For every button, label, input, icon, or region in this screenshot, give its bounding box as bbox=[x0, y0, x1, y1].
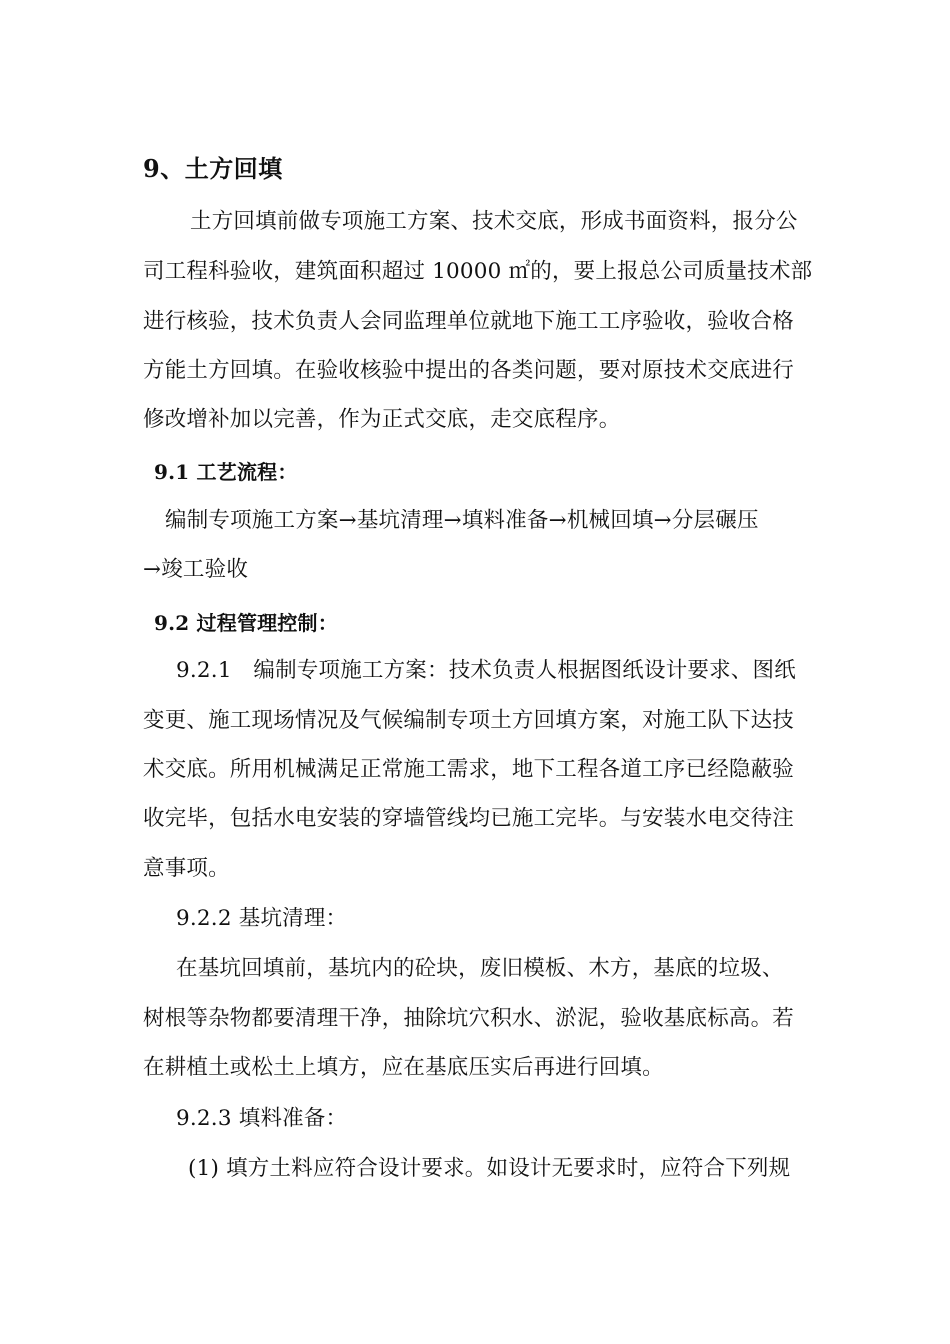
p923-line-1: (1) 填方土料应符合设计要求。如设计无要求时，应符合下列规 bbox=[188, 1156, 791, 1181]
subsection-heading-9-2: 9.2 过程管理控制： bbox=[154, 611, 338, 635]
section-heading: 9、土方回填 bbox=[143, 154, 283, 183]
intro-line-2: 司工程科验收，建筑面积超过 10000 ㎡的，要上报总公司质量技术部 bbox=[143, 259, 813, 284]
heading-9-2-2: 9.2.2 基坑清理： bbox=[176, 906, 348, 931]
p922-line-3: 在耕植土或松土上填方，应在基底压实后再进行回填。 bbox=[143, 1055, 664, 1080]
intro-line-5: 修改增补加以完善，作为正式交底，走交底程序。 bbox=[143, 407, 621, 432]
intro-line-3: 进行核验，技术负责人会同监理单位就地下施工工序验收，验收合格 bbox=[143, 309, 795, 334]
flow-line-1: 编制专项施工方案→基坑清理→填料准备→机械回填→分层碾压 bbox=[165, 508, 759, 533]
p922-line-2: 树根等杂物都要清理干净，抽除坑穴积水、淤泥，验收基底标高。若 bbox=[143, 1006, 795, 1031]
heading-9-2-3: 9.2.3 填料准备： bbox=[176, 1106, 348, 1131]
p921-line-2: 变更、施工现场情况及气候编制专项土方回填方案，对施工队下达技 bbox=[143, 708, 795, 733]
p921-line-1: 9.2.1 编制专项施工方案：技术负责人根据图纸设计要求、图纸 bbox=[176, 658, 796, 683]
subsection-heading-9-1: 9.1 工艺流程： bbox=[154, 460, 298, 484]
flow-line-2: →竣工验收 bbox=[143, 557, 249, 582]
p921-line-3: 术交底。所用机械满足正常施工需求，地下工程各道工序已经隐蔽验 bbox=[143, 757, 795, 782]
intro-line-4: 方能土方回填。在验收核验中提出的各类问题，要对原技术交底进行 bbox=[143, 358, 795, 383]
intro-line-1: 土方回填前做专项施工方案、技术交底，形成书面资料，报分公 bbox=[190, 209, 798, 234]
p921-line-5: 意事项。 bbox=[143, 856, 230, 881]
p921-line-4: 收完毕，包括水电安装的穿墙管线均已施工完毕。与安装水电交待注 bbox=[143, 806, 795, 831]
p922-line-1: 在基坑回填前，基坑内的砼块，废旧模板、木方，基底的垃圾、 bbox=[176, 956, 784, 981]
